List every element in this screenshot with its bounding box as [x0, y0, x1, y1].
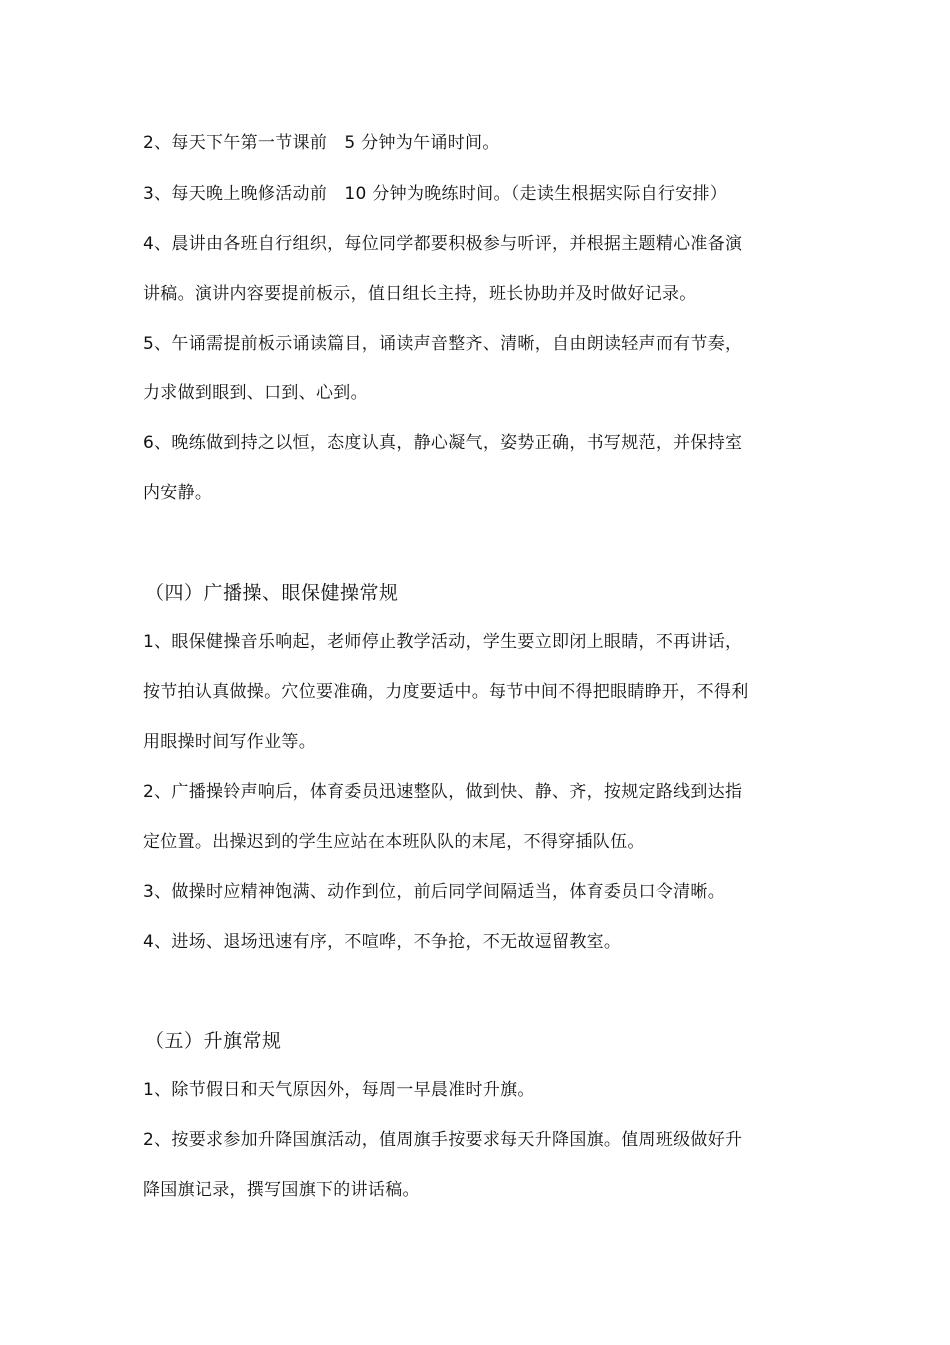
paragraph-line: 4、晨讲由各班自行组织，每位同学都要积极参与听评，并根据主题精心准备演: [143, 234, 743, 254]
paragraph-line: 1、除节假日和天气原因外，每周一早晨准时升旗。: [143, 1080, 535, 1100]
paragraph-line: 2、按要求参加升降国旗活动，值周旗手按要求每天升降国旗。值周班级做好升: [143, 1130, 743, 1150]
section-heading-5: （五）升旗常规: [145, 1030, 282, 1052]
section-heading-4: （四）广播操、眼保健操常规: [145, 582, 399, 604]
paragraph-line: 用眼操时间写作业等。: [143, 732, 316, 752]
paragraph-line: 内安静。: [143, 483, 213, 503]
paragraph-line: 1、眼保健操音乐响起，老师停止教学活动，学生要立即闭上眼睛，不再讲话，: [143, 632, 743, 652]
paragraph-line: 2、每天下午第一节课前 5 分钟为午诵时间。: [143, 133, 500, 153]
paragraph-line: 6、晚练做到持之以恒，态度认真，静心凝气，姿势正确，书写规范，并保持室: [143, 433, 743, 453]
paragraph-line: 按节拍认真做操。穴位要准确，力度要适中。每节中间不得把眼睛睁开，不得利: [143, 682, 749, 702]
paragraph-line: 定位置。出操迟到的学生应站在本班队队的末尾，不得穿插队伍。: [143, 832, 645, 852]
paragraph-line: 3、每天晚上晚修活动前 10 分钟为晚练时间。（走读生根据实际自行安排）: [143, 184, 728, 204]
paragraph-line: 降国旗记录，撰写国旗下的讲话稿。: [143, 1180, 420, 1200]
paragraph-line: 力求做到眼到、口到、心到。: [143, 383, 368, 403]
paragraph-line: 讲稿。演讲内容要提前板示，值日组长主持，班长协助并及时做好记录。: [143, 284, 697, 304]
paragraph-line: 4、进场、退场迅速有序，不喧哗，不争抢，不无故逗留教室。: [143, 932, 622, 952]
paragraph-line: 5、午诵需提前板示诵读篇目，诵读声音整齐、清晰，自由朗读轻声而有节奏，: [143, 334, 743, 354]
paragraph-line: 3、做操时应精神饱满、动作到位，前后同学间隔适当，体育委员口令清晰。: [143, 882, 726, 902]
paragraph-line: 2、广播操铃声响后，体育委员迅速整队，做到快、静、齐，按规定路线到达指: [143, 782, 743, 802]
